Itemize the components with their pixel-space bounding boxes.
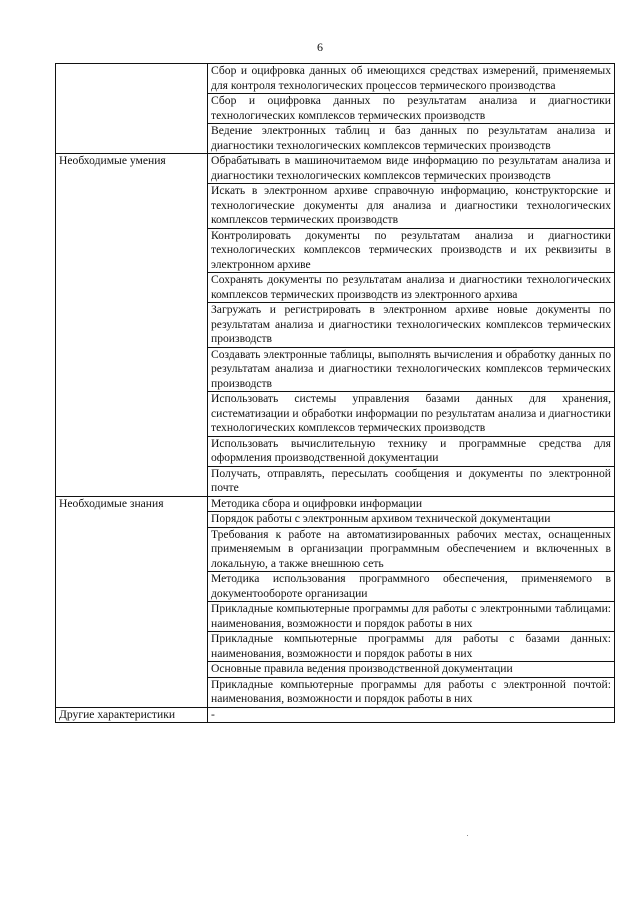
requirement-item: Использовать вычислительную технику и программные средства для оформления производственной документации bbox=[208, 436, 615, 466]
requirement-item: Основные правила ведения производственной документации bbox=[208, 662, 615, 678]
table-body bbox=[56, 64, 615, 723]
requirement-item: Создавать электронные таблицы, выполнять вычисления и обработку данных по результатам анализа и диагностики технологических комплексов термических производств bbox=[208, 347, 615, 392]
table-row bbox=[56, 154, 615, 184]
requirement-item: Сбор и оцифровка данных об имеющихся средствах измерений, применяемых для контроля технологических процессов термического производства bbox=[208, 64, 615, 94]
page-number: 6 bbox=[317, 40, 323, 54]
requirement-item: Использовать системы управления базами данных для хранения, систематизации и обработки информации по результатам анализа и диагностики технологических комплексов термических производств bbox=[208, 392, 615, 437]
table-row bbox=[56, 496, 615, 512]
requirement-item: Сбор и оцифровка данных по результатам анализа и диагностики технологических комплексов термических производств bbox=[208, 94, 615, 124]
table-row bbox=[56, 64, 615, 94]
requirement-item: Порядок работы с электронным архивом технической документации bbox=[208, 512, 615, 528]
section-label: Необходимые умения bbox=[56, 154, 208, 497]
requirement-item: Обрабатывать в машиночитаемом виде информацию по результатам анализа и диагностики технологических комплексов термических производств bbox=[208, 154, 615, 184]
requirement-item: Получать, отправлять, пересылать сообщения и документы по электронной почте bbox=[208, 466, 615, 496]
requirement-item: Прикладные компьютерные программы для работы с электронной почтой: наименования, возможности и порядок работы в них bbox=[208, 677, 615, 707]
requirement-item: - bbox=[208, 707, 615, 723]
requirement-item: Контролировать документы по результатам анализа и диагностики технологических комплексов термических производств и их реквизиты в электронном архиве bbox=[208, 228, 615, 273]
requirement-item: Загружать и регистрировать в электронном архиве новые документы по результатам анализа и диагностики технологических комплексов термических производств bbox=[208, 303, 615, 348]
requirement-item: Методика использования программного обеспечения, применяемого в документообороте организации bbox=[208, 572, 615, 602]
requirement-item: Прикладные компьютерные программы для работы с базами данных: наименования, возможности и порядок работы в них bbox=[208, 632, 615, 662]
requirement-item: Ведение электронных таблиц и баз данных по результатам анализа и диагностики технологических комплексов термических производств bbox=[208, 124, 615, 154]
requirements-table bbox=[55, 63, 615, 723]
requirement-item: Методика сбора и оцифровки информации bbox=[208, 496, 615, 512]
section-label bbox=[56, 64, 208, 154]
requirement-item: Искать в электронном архиве справочную информацию, конструкторские и технологические документы для анализа и диагностики технологических комплексов термических производств bbox=[208, 184, 615, 229]
requirement-item: Требования к работе на автоматизированных рабочих местах, оснащенных применяемым в организации программным обеспечением и включенных в локальную, а также внешнюю сеть bbox=[208, 527, 615, 572]
scan-speck bbox=[467, 835, 468, 836]
requirement-item: Прикладные компьютерные программы для работы с электронными таблицами: наименования, возможности и порядок работы в них bbox=[208, 602, 615, 632]
section-label: Другие характеристики bbox=[56, 707, 208, 723]
section-label: Необходимые знания bbox=[56, 496, 208, 707]
table-row bbox=[56, 707, 615, 723]
requirement-item: Сохранять документы по результатам анализа и диагностики технологических комплексов термических производств из электронного архива bbox=[208, 273, 615, 303]
